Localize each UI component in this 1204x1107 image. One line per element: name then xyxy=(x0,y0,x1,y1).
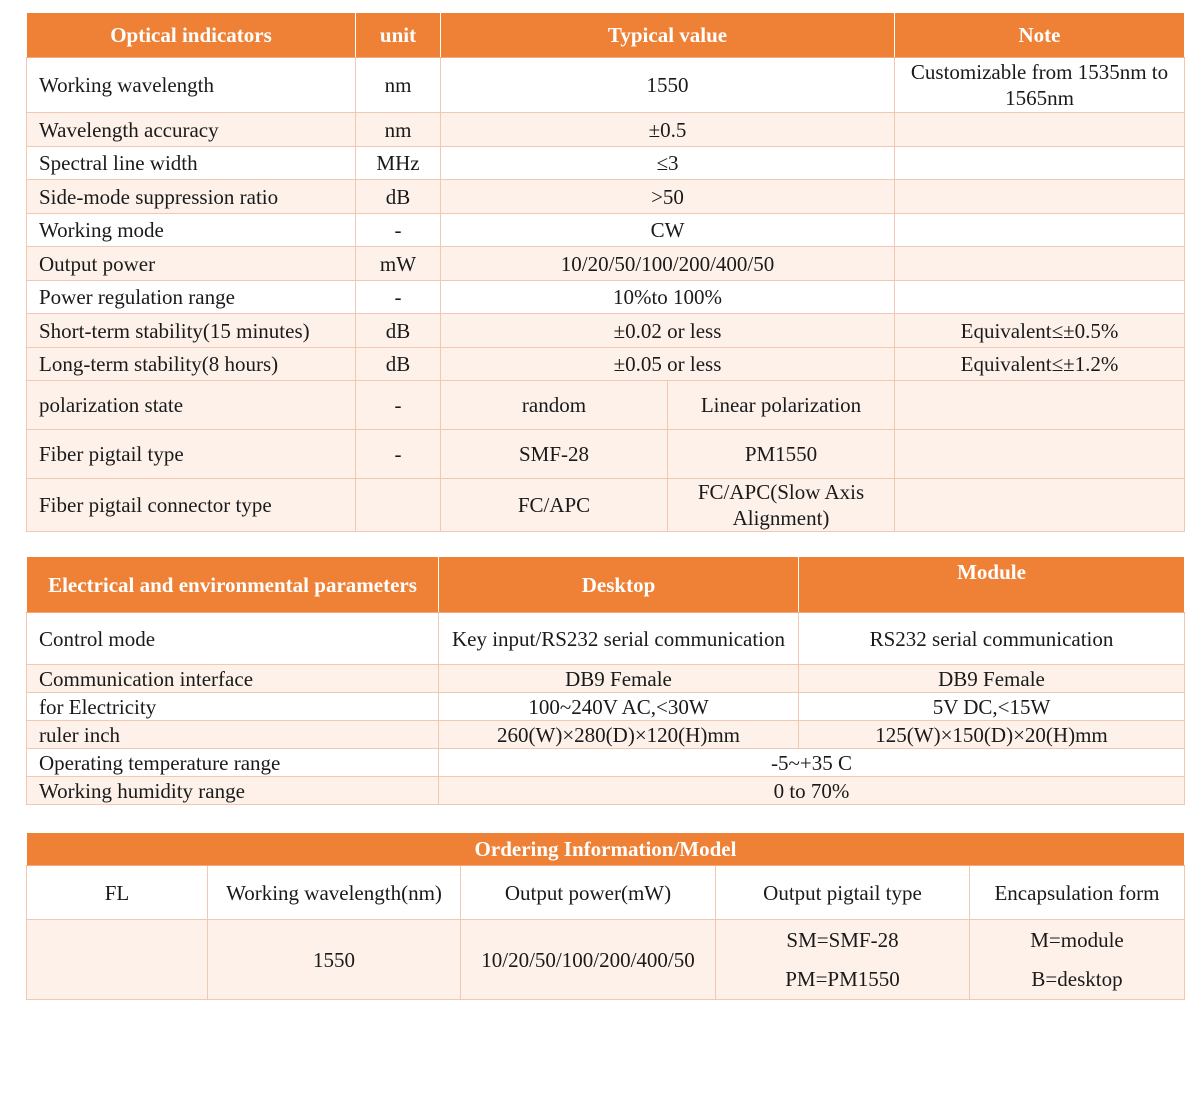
param-unit: - xyxy=(356,281,441,314)
table-row xyxy=(27,777,1185,805)
param-value: 10/20/50/100/200/400/50 xyxy=(441,247,895,281)
ordering-columns-row xyxy=(27,866,1185,920)
value-output-power: 10/20/50/100/200/400/50 xyxy=(461,920,716,1000)
electrical-tbody xyxy=(27,557,1185,805)
table-row xyxy=(27,749,1185,777)
param-note xyxy=(895,147,1185,180)
param-name: Power regulation range xyxy=(27,281,356,314)
column-pigtail-type: Output pigtail type xyxy=(716,866,970,920)
param-name: Working wavelength xyxy=(27,58,356,113)
ordering-title: Ordering Information/Model xyxy=(27,833,1185,866)
param-module: RS232 serial communication xyxy=(799,613,1185,665)
value-pigtail-type xyxy=(716,920,970,1000)
table-row xyxy=(27,693,1185,721)
header-typical-value: Typical value xyxy=(441,13,895,58)
param-unit: - xyxy=(356,381,441,430)
param-name: Control mode xyxy=(27,613,439,665)
param-name: for Electricity xyxy=(27,693,439,721)
electrical-header-row xyxy=(27,557,1185,613)
param-desktop: DB9 Female xyxy=(439,665,799,693)
table-row xyxy=(27,180,1185,214)
param-note: Equivalent≤±1.2% xyxy=(895,348,1185,381)
param-note xyxy=(895,479,1185,532)
header-note: Note xyxy=(895,13,1185,58)
param-desktop: 260(W)×280(D)×120(H)mm xyxy=(439,721,799,749)
param-name: Working mode xyxy=(27,214,356,247)
param-note xyxy=(895,381,1185,430)
param-value: CW xyxy=(441,214,895,247)
header-unit: unit xyxy=(356,13,441,58)
param-name: ruler inch xyxy=(27,721,439,749)
param-unit: - xyxy=(356,430,441,479)
param-value: ±0.05 or less xyxy=(441,348,895,381)
param-name: Fiber pigtail connector type xyxy=(27,479,356,532)
table-row xyxy=(27,348,1185,381)
column-encapsulation: Encapsulation form xyxy=(970,866,1185,920)
table-row xyxy=(27,58,1185,113)
electrical-parameters-table xyxy=(26,556,1185,805)
ordering-title-row xyxy=(27,833,1185,866)
param-note: Customizable from 1535nm to 1565nm xyxy=(895,58,1185,113)
param-value: 0 to 70% xyxy=(439,777,1185,805)
param-name: Side-mode suppression ratio xyxy=(27,180,356,214)
param-name: polarization state xyxy=(27,381,356,430)
param-name: Fiber pigtail type xyxy=(27,430,356,479)
encapsulation-option-module: M=module xyxy=(1030,927,1124,952)
ordering-values-row xyxy=(27,920,1185,1000)
param-name: Long-term stability(8 hours) xyxy=(27,348,356,381)
param-unit xyxy=(356,479,441,532)
param-name: Operating temperature range xyxy=(27,749,439,777)
table-row xyxy=(27,430,1185,479)
table-row xyxy=(27,113,1185,147)
param-unit: dB xyxy=(356,348,441,381)
param-module: DB9 Female xyxy=(799,665,1185,693)
encapsulation-option-desktop: B=desktop xyxy=(1031,966,1123,991)
pigtail-option-sm: SM=SMF-28 xyxy=(786,927,899,952)
param-value-sm: FC/APC xyxy=(441,479,668,532)
param-module: 125(W)×150(D)×20(H)mm xyxy=(799,721,1185,749)
value-wavelength: 1550 xyxy=(208,920,461,1000)
param-desktop: Key input/RS232 serial communication xyxy=(439,613,799,665)
ordering-tbody xyxy=(27,833,1185,1000)
pigtail-option-pm: PM=PM1550 xyxy=(785,966,900,991)
param-note: Equivalent≤±0.5% xyxy=(895,314,1185,348)
optical-header-row xyxy=(27,13,1185,58)
table-row xyxy=(27,214,1185,247)
param-name: Output power xyxy=(27,247,356,281)
param-unit: dB xyxy=(356,180,441,214)
header-desktop: Desktop xyxy=(439,557,799,613)
param-note xyxy=(895,247,1185,281)
header-optical-indicators: Optical indicators xyxy=(27,13,356,58)
table-row xyxy=(27,247,1185,281)
param-value-pm: Linear polarization xyxy=(668,381,895,430)
param-name: Wavelength accuracy xyxy=(27,113,356,147)
param-name: Spectral line width xyxy=(27,147,356,180)
param-note xyxy=(895,214,1185,247)
param-note xyxy=(895,113,1185,147)
param-value-pm: PM1550 xyxy=(668,430,895,479)
param-value: 10%to 100% xyxy=(441,281,895,314)
param-unit: MHz xyxy=(356,147,441,180)
param-unit: nm xyxy=(356,58,441,113)
param-name: Working humidity range xyxy=(27,777,439,805)
param-value-sm: SMF-28 xyxy=(441,430,668,479)
param-unit: - xyxy=(356,214,441,247)
header-module: Module xyxy=(799,557,1185,613)
param-value: ±0.02 or less xyxy=(441,314,895,348)
param-name: Short-term stability(15 minutes) xyxy=(27,314,356,348)
param-unit: nm xyxy=(356,113,441,147)
param-module: 5V DC,<15W xyxy=(799,693,1185,721)
param-value: >50 xyxy=(441,180,895,214)
header-electrical-parameters: Electrical and environmental parameters xyxy=(27,557,439,613)
value-fl xyxy=(27,920,208,1000)
param-name: Communication interface xyxy=(27,665,439,693)
table-row xyxy=(27,613,1185,665)
table-row xyxy=(27,479,1185,532)
ordering-information-table xyxy=(26,832,1185,1000)
param-note xyxy=(895,180,1185,214)
optical-indicators-table xyxy=(26,12,1185,532)
param-unit: dB xyxy=(356,314,441,348)
column-wavelength: Working wavelength(nm) xyxy=(208,866,461,920)
param-value-sm: random xyxy=(441,381,668,430)
param-note xyxy=(895,281,1185,314)
param-value: ≤3 xyxy=(441,147,895,180)
optical-tbody xyxy=(27,13,1185,532)
param-value: -5~+35 C xyxy=(439,749,1185,777)
param-value: 1550 xyxy=(441,58,895,113)
param-note xyxy=(895,430,1185,479)
table-row xyxy=(27,281,1185,314)
param-value: ±0.5 xyxy=(441,113,895,147)
value-encapsulation xyxy=(970,920,1185,1000)
table-row xyxy=(27,147,1185,180)
param-desktop: 100~240V AC,<30W xyxy=(439,693,799,721)
table-row xyxy=(27,314,1185,348)
table-row xyxy=(27,665,1185,693)
table-row xyxy=(27,721,1185,749)
column-fl: FL xyxy=(27,866,208,920)
table-row xyxy=(27,381,1185,430)
param-unit: mW xyxy=(356,247,441,281)
column-output-power: Output power(mW) xyxy=(461,866,716,920)
param-value-pm: FC/APC(Slow Axis Alignment) xyxy=(668,479,895,532)
